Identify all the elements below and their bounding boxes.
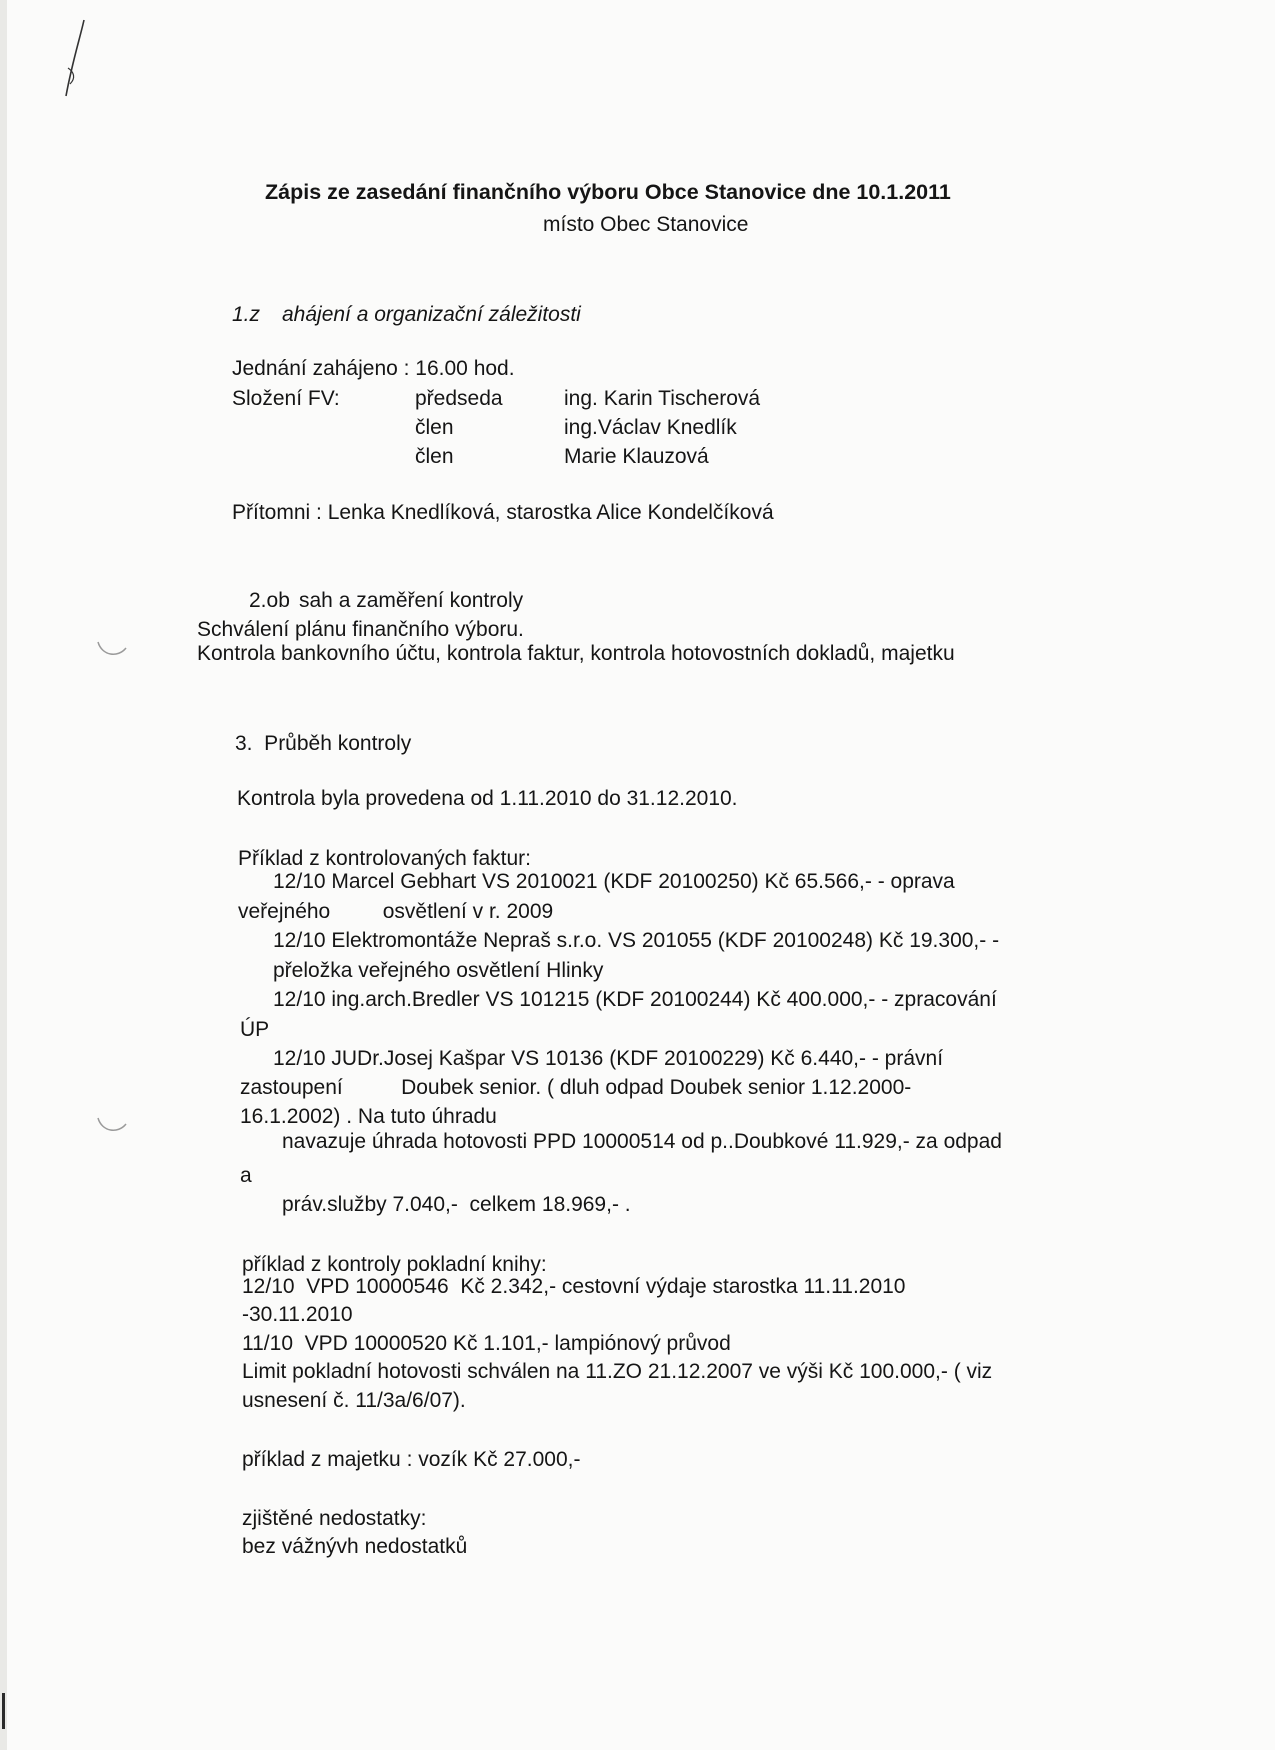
section-2-line: Kontrola bankovního účtu, kontrola faktur, kontrola hotovostních dokladů, majetku [197, 642, 955, 665]
invoice-line: 12/10 Marcel Gebhart VS 2010021 (KDF 20100250) Kč 65.566,- - oprava [273, 870, 955, 893]
composition-label: Složení FV: [232, 387, 340, 410]
member-name: ing. Karin Tischerová [564, 387, 761, 410]
pen-mark-icon [56, 18, 96, 98]
invoice-line: 12/10 JUDr.Josej Kašpar VS 10136 (KDF 20100229) Kč 6.440,- - právní [273, 1047, 944, 1070]
member-role: člen [415, 445, 454, 468]
document-title: Zápis ze zasedání finančního výboru Obce Stanovice dne 10.1.2011 [265, 180, 951, 204]
section-1-number: 1.z [232, 303, 261, 326]
cashbook-line: 12/10 VPD 10000546 Kč 2.342,- cestovní výdaje starostka 11.11.2010 [242, 1275, 906, 1298]
invoice-line: 16.1.2002) . Na tuto úhradu [240, 1105, 497, 1128]
cashbook-line: usnesení č. 11/3a/6/07). [242, 1389, 466, 1412]
section-2-line: Schválení plánu finančního výboru. [197, 618, 524, 641]
cashbook-line: -30.11.2010 [242, 1303, 353, 1326]
invoice-line: zastoupení Doubek senior. ( dluh odpad Doubek senior 1.12.2000- [240, 1076, 912, 1099]
invoice-line: a [240, 1164, 252, 1187]
section-3-heading: 3. Průběh kontroly [235, 732, 412, 755]
invoice-line: veřejného osvětlení v r. 2009 [238, 900, 554, 923]
section-1-heading: ahájení a organizační záležitosti [282, 303, 581, 326]
inspection-period: Kontrola byla provedena od 1.11.2010 do 31.12.2010. [237, 787, 738, 810]
meeting-place: místo Obec Stanovice [543, 213, 749, 236]
present-list: Přítomni : Lenka Knedlíková, starostka Alice Kondelčíková [232, 501, 774, 524]
scan-edge [0, 0, 7, 1750]
member-role: člen [415, 416, 454, 439]
member-name: Marie Klauzová [564, 445, 709, 468]
member-name: ing.Václav Knedlík [564, 416, 737, 439]
invoice-line: 12/10 ing.arch.Bredler VS 101215 (KDF 20100244) Kč 400.000,- - zpracování [273, 988, 997, 1011]
invoice-line: přeložka veřejného osvětlení Hlinky [273, 959, 604, 982]
member-role: předseda [415, 387, 503, 410]
scan-mark [2, 1693, 5, 1729]
findings-text: bez vážnývh nedostatků [242, 1535, 468, 1558]
cashbook-line: 11/10 VPD 10000520 Kč 1.101,- lampiónový průvod [242, 1332, 731, 1355]
property-example: příklad z majetku : vozík Kč 27.000,- [242, 1448, 581, 1471]
bleed-through [700, 672, 1080, 742]
invoice-line: práv.služby 7.040,- celkem 18.969,- . [282, 1193, 631, 1216]
punch-hole-icon [92, 636, 132, 666]
meeting-start: Jednání zahájeno : 16.00 hod. [232, 357, 515, 380]
cashbook-line: Limit pokladní hotovosti schválen na 11.ZO 21.12.2007 ve výši Kč 100.000,- ( viz [242, 1360, 993, 1383]
findings-heading: zjištěné nedostatky: [242, 1507, 427, 1530]
invoice-line: ÚP [240, 1018, 270, 1041]
invoice-line: 12/10 Elektromontáže Nepraš s.r.o. VS 201055 (KDF 20100248) Kč 19.300,- - [273, 929, 1000, 952]
cashbook-heading: příklad z kontroly pokladní knihy: [242, 1253, 547, 1276]
section-2-number: 2.ob [249, 589, 290, 612]
section-2-heading: sah a zaměření kontroly [299, 589, 524, 612]
punch-hole-icon [92, 1112, 132, 1142]
invoices-heading: Příklad z kontrolovaných faktur: [238, 847, 531, 870]
invoice-line: navazuje úhrada hotovosti PPD 10000514 od p..Doubkové 11.929,- za odpad [282, 1130, 1002, 1153]
